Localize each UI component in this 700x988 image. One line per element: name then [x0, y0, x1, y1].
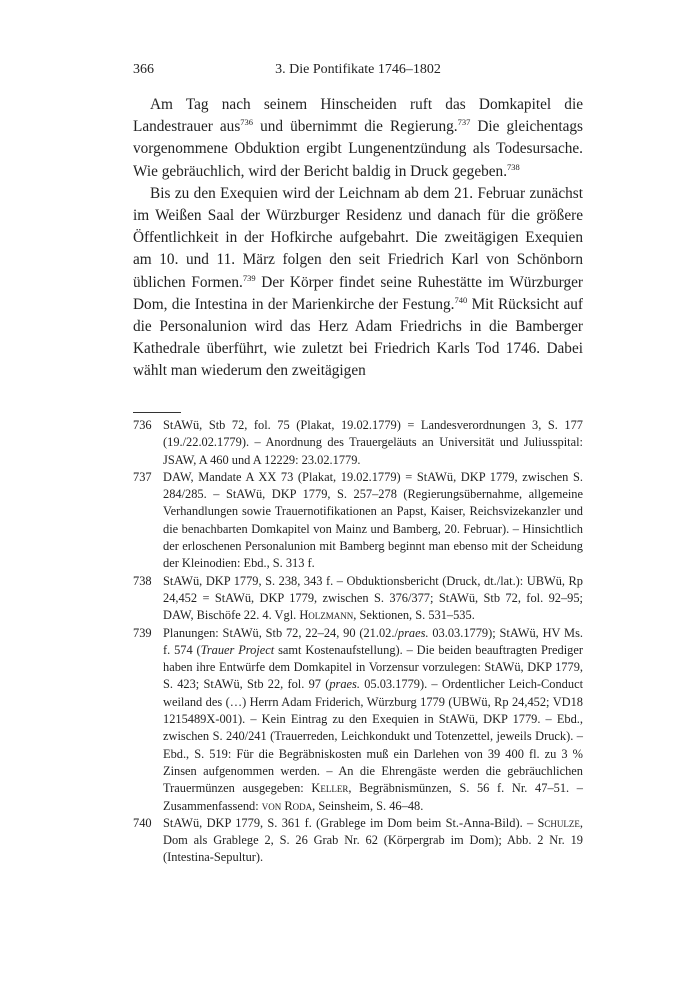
italic-term: Trauer Project	[200, 642, 275, 657]
footnote-737	[133, 469, 583, 573]
main-text	[133, 94, 583, 383]
text-span: 05.03.1779). – Ordentlicher Leich-Conduct weiland des (…) Herrn Adam Friderich, Würzburg 1779 (UBWü, Rp 24,452; VD18 1215489X-001). – Kein Eintrag zu den Exequien in StAWü, DKP 1779. – Ebd., zwischen S. 240/241 (Trauerreden, Leichkondukt und Totenzettel, jeweils Druck). – Ebd., S. 519: Für die Begräbniskosten muß ein Darlehen von 39 400 fl. zu 3 % Zinsen aufgenommen werden. – An die Ehrengäste werden die gebräuchlichen Trauermünzen ausgegeben:	[163, 677, 584, 796]
text-span: Mit Rücksicht auf die Personalunion wird das Herz Adam Friedrichs in die Bamberger Kathedrale überführt, wie zuletzt bei Friedrich Karls Tod 1746. Dabei wählt man wiederum den zweitägigen	[133, 295, 583, 380]
footnote-ref-737[interactable]: 737	[457, 117, 471, 128]
text-span: Bis zu den Exequien wird der Leichnam ab dem 21. Februar zunächst im Weißen Saal der Würzburger Residenz und danach für die größere Öffentlichkeit in der Hofkirche aufgebahrt. Die zweitägigen Exequien am 10. und 11. März folgen den seit Friedrich Karl von Schönborn üblichen Formen.	[133, 184, 583, 291]
text-span: samt Kostenaufstellung). – Die beiden beauftragten Prediger haben ihre Entwürfe dem Domkapitel in Vorzensur vorzulegen: StAWü, DKP 1779, S. 423; StAWü, Stb 22, fol. 97 (	[163, 642, 583, 692]
page-header	[133, 62, 583, 82]
text-span: Am Tag nach seinem Hinscheiden ruft das Domkapitel die Landestrauer aus	[133, 96, 583, 136]
footnote-text	[163, 815, 583, 867]
text-span: Die gleichentags vorgenommene Obduktion ergibt Lungenentzündung als Todesursache. Wie gebräuchlich, wird der Bericht baldig in Druck gegeben.	[133, 118, 583, 180]
text-span: , Dom als Grablege 2, S. 26 Grab Nr. 62 (Körpergrab im Dom); Abb. 2 Nr. 19 (Intestina-Sepultur).	[163, 815, 583, 865]
footnotes	[133, 417, 583, 867]
footnote-number: 739	[133, 625, 152, 640]
footnote-number: 736	[133, 418, 152, 432]
footnote-ref-738[interactable]: 738	[507, 161, 520, 172]
footnote-separator	[133, 412, 181, 413]
italic-term: praes.	[329, 677, 360, 692]
footnote-text: DAW, Mandate A XX 73 (Plakat, 19.02.1779) = StAWü, DKP 1779, zwischen S. 284/285. – StAWü, DKP 1779, S. 257–278 (Regierungsübernahme, allgemeine Verhandlungen sowie Trauernotifikationen an Papst, Kaiser, Reichsvizekanzler und die benachbarten Domkapitel von Mainz und Bamberg, 20. Februar). – Hinsichtlich der erloschenen Personalunion mit Bamberg beginnt man ebenso mit der Scheidung der Kleinodien: Ebd., S. 313 f.	[163, 469, 583, 571]
footnote-text: StAWü, Stb 72, fol. 75 (Plakat, 19.02.1779) = Landesverordnungen 3, S. 177 (19./22.02.1779). – Anordnung des Trauergeläuts an Universität und Juliusspital: JSAW, A 460 und A 12229: 23.02.1779.	[163, 418, 583, 467]
footnote-739	[133, 625, 583, 815]
text-span: Der Körper findet seine Ruhestätte im Würzburger Dom, die Intestina in der Marienkirche der Festung.	[133, 273, 583, 313]
author-name: Schulze	[537, 815, 580, 830]
text-span: und übernimmt die Regierung.	[253, 118, 458, 136]
text-span: 03.03.1779); StAWü, HV Ms. f. 574 (	[163, 625, 583, 657]
footnote-number: 737	[133, 469, 152, 484]
author-name: Holzmann	[299, 608, 354, 623]
page-number: 366	[133, 62, 154, 77]
text-span: StAWü, DKP 1779, S. 238, 343 f. – Obduktionsbericht (Druck, dt./lat.): UBWü, Rp 24,452 = StAWü, DKP 1779, zwischen S. 376/377; StAWü, Stb 72, fol. 92–95; DAW, Bischöfe 22. 4. Vgl.	[163, 573, 583, 623]
paragraph-2	[133, 183, 583, 383]
footnote-736	[133, 417, 583, 469]
text-span: StAWü, DKP 1779, S. 361 f. (Grablege im Dom beim St.-Anna-Bild). –	[163, 815, 538, 830]
footnote-ref-739[interactable]: 739	[242, 272, 256, 283]
author-name: von Roda	[261, 798, 313, 813]
running-head: 3. Die Pontifikate 1746–1802	[275, 62, 441, 77]
footnote-738	[133, 573, 583, 625]
text-span: Planungen: StAWü, Stb 72, 22–24, 90 (21.02./	[163, 625, 398, 640]
text-span: , Sektionen, S. 531–535.	[353, 608, 475, 623]
footnote-text	[163, 625, 583, 815]
text-span: , Seinsheim, S. 46–48.	[312, 798, 424, 813]
footnote-ref-736[interactable]: 736	[240, 117, 254, 128]
paragraph-1	[133, 94, 583, 183]
footnote-text	[163, 573, 583, 625]
footnote-number: 738	[133, 573, 152, 588]
footnote-number: 740	[133, 815, 152, 830]
text-span: , Begräbnismünzen, S. 56 f. Nr. 47–51. – Zusammenfassend:	[163, 781, 583, 813]
author-name: Keller	[311, 781, 349, 796]
footnote-ref-740[interactable]: 740	[454, 294, 468, 305]
italic-term: praes.	[397, 625, 429, 640]
footnote-740	[133, 815, 583, 867]
